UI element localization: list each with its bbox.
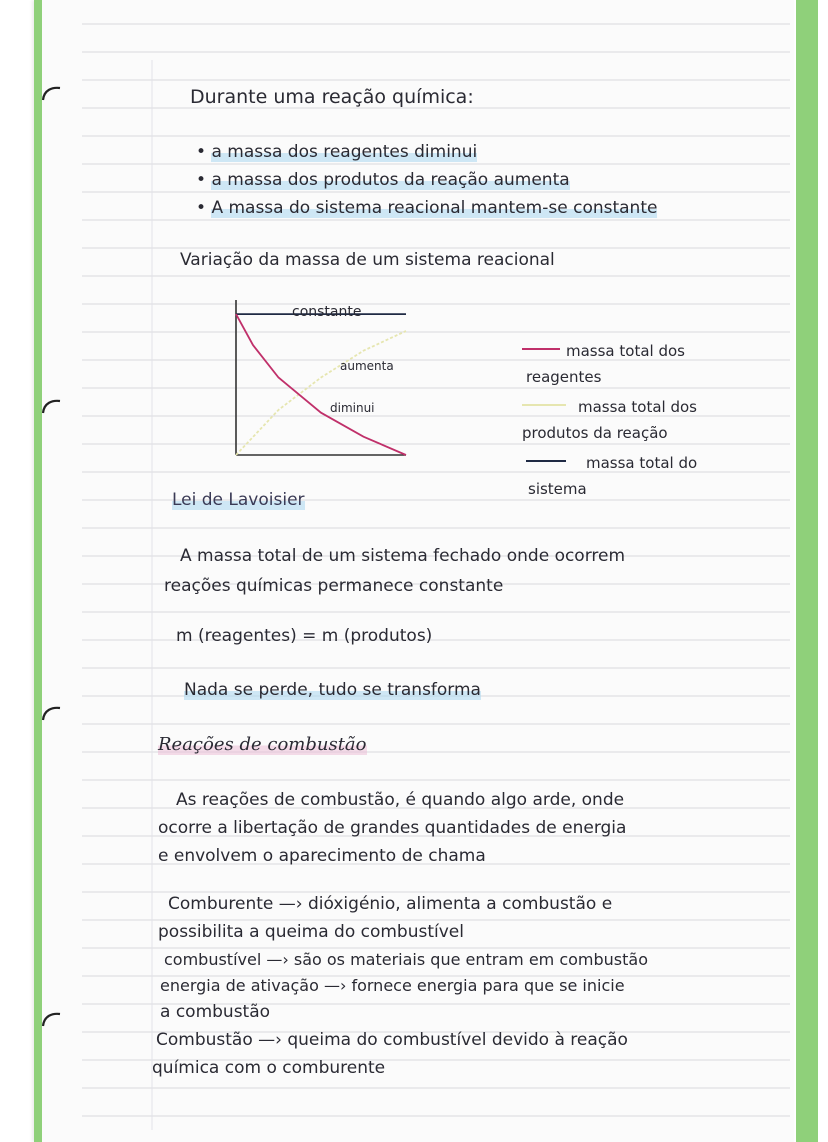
bullet-1: • a massa dos reagentes diminui [196,142,478,162]
combustion-text-3: e envolvem o aparecimento de chama [158,846,486,866]
quote: Nada se perde, tudo se transforma [184,680,481,700]
legend-label-3b: sistema [528,480,587,498]
label-diminui: diminui [330,401,375,415]
legend-label-2a: massa total dos [578,398,697,416]
legend-label-1b: reagentes [526,368,602,386]
law-text-1: A massa total de um sistema fechado onde ocorrem [180,546,626,566]
legend-label-1a: massa total dos [566,342,685,360]
definition-combustao-cont: química com o comburente [152,1058,386,1078]
law-title: Lei de Lavoisier [172,490,305,510]
series-line-aumenta [236,331,406,455]
legend-swatch-sistema [526,460,566,462]
legend-label-2b: produtos da reação [522,424,668,442]
legend-swatch-produtos [522,404,566,406]
bullet-text-2: a massa dos produtos da reação aumenta [211,170,570,190]
legend-label-3a: massa total do [586,454,698,472]
series-line-diminui [236,314,406,455]
definition-energia-ativacao-cont: a combustão [160,1002,271,1022]
equation: m (reagentes) = m (produtos) [176,626,433,646]
bullet-3: • A massa do sistema reacional mantem-se constante [196,198,658,218]
definition-energia-ativacao: energia de ativação —› fornece energia para que se inicie [160,976,625,995]
label-aumenta: aumenta [340,359,394,373]
variation-title: Variação da massa de um sistema reacional [180,250,555,270]
definition-combustivel: combustível —› são os materiais que entram em combustão [164,950,649,969]
combustion-text-2: ocorre a libertação de grandes quantidades de energia [158,818,627,838]
bullet-text-3: A massa do sistema reacional mantem-se constante [211,198,658,218]
heading: Durante uma reação química: [190,86,474,108]
combustion-text-1: As reações de combustão, é quando algo arde, onde [176,790,625,810]
bullet-text-1: a massa dos reagentes diminui [211,142,478,162]
bullet-2: • a massa dos produtos da reação aumenta [196,170,570,190]
legend-swatch-reagentes [522,348,560,350]
combustion-title: Reações de combustão [158,734,367,755]
law-text-2: reações químicas permanece constante [164,576,504,596]
label-constante: constante [292,304,362,320]
definition-comburente-cont: possibilita a queima do combustível [158,922,464,942]
definition-comburente: Comburente —› dióxigénio, alimenta a combustão e [168,894,613,914]
definition-combustao: Combustão —› queima do combustível devido à reação [156,1030,628,1050]
